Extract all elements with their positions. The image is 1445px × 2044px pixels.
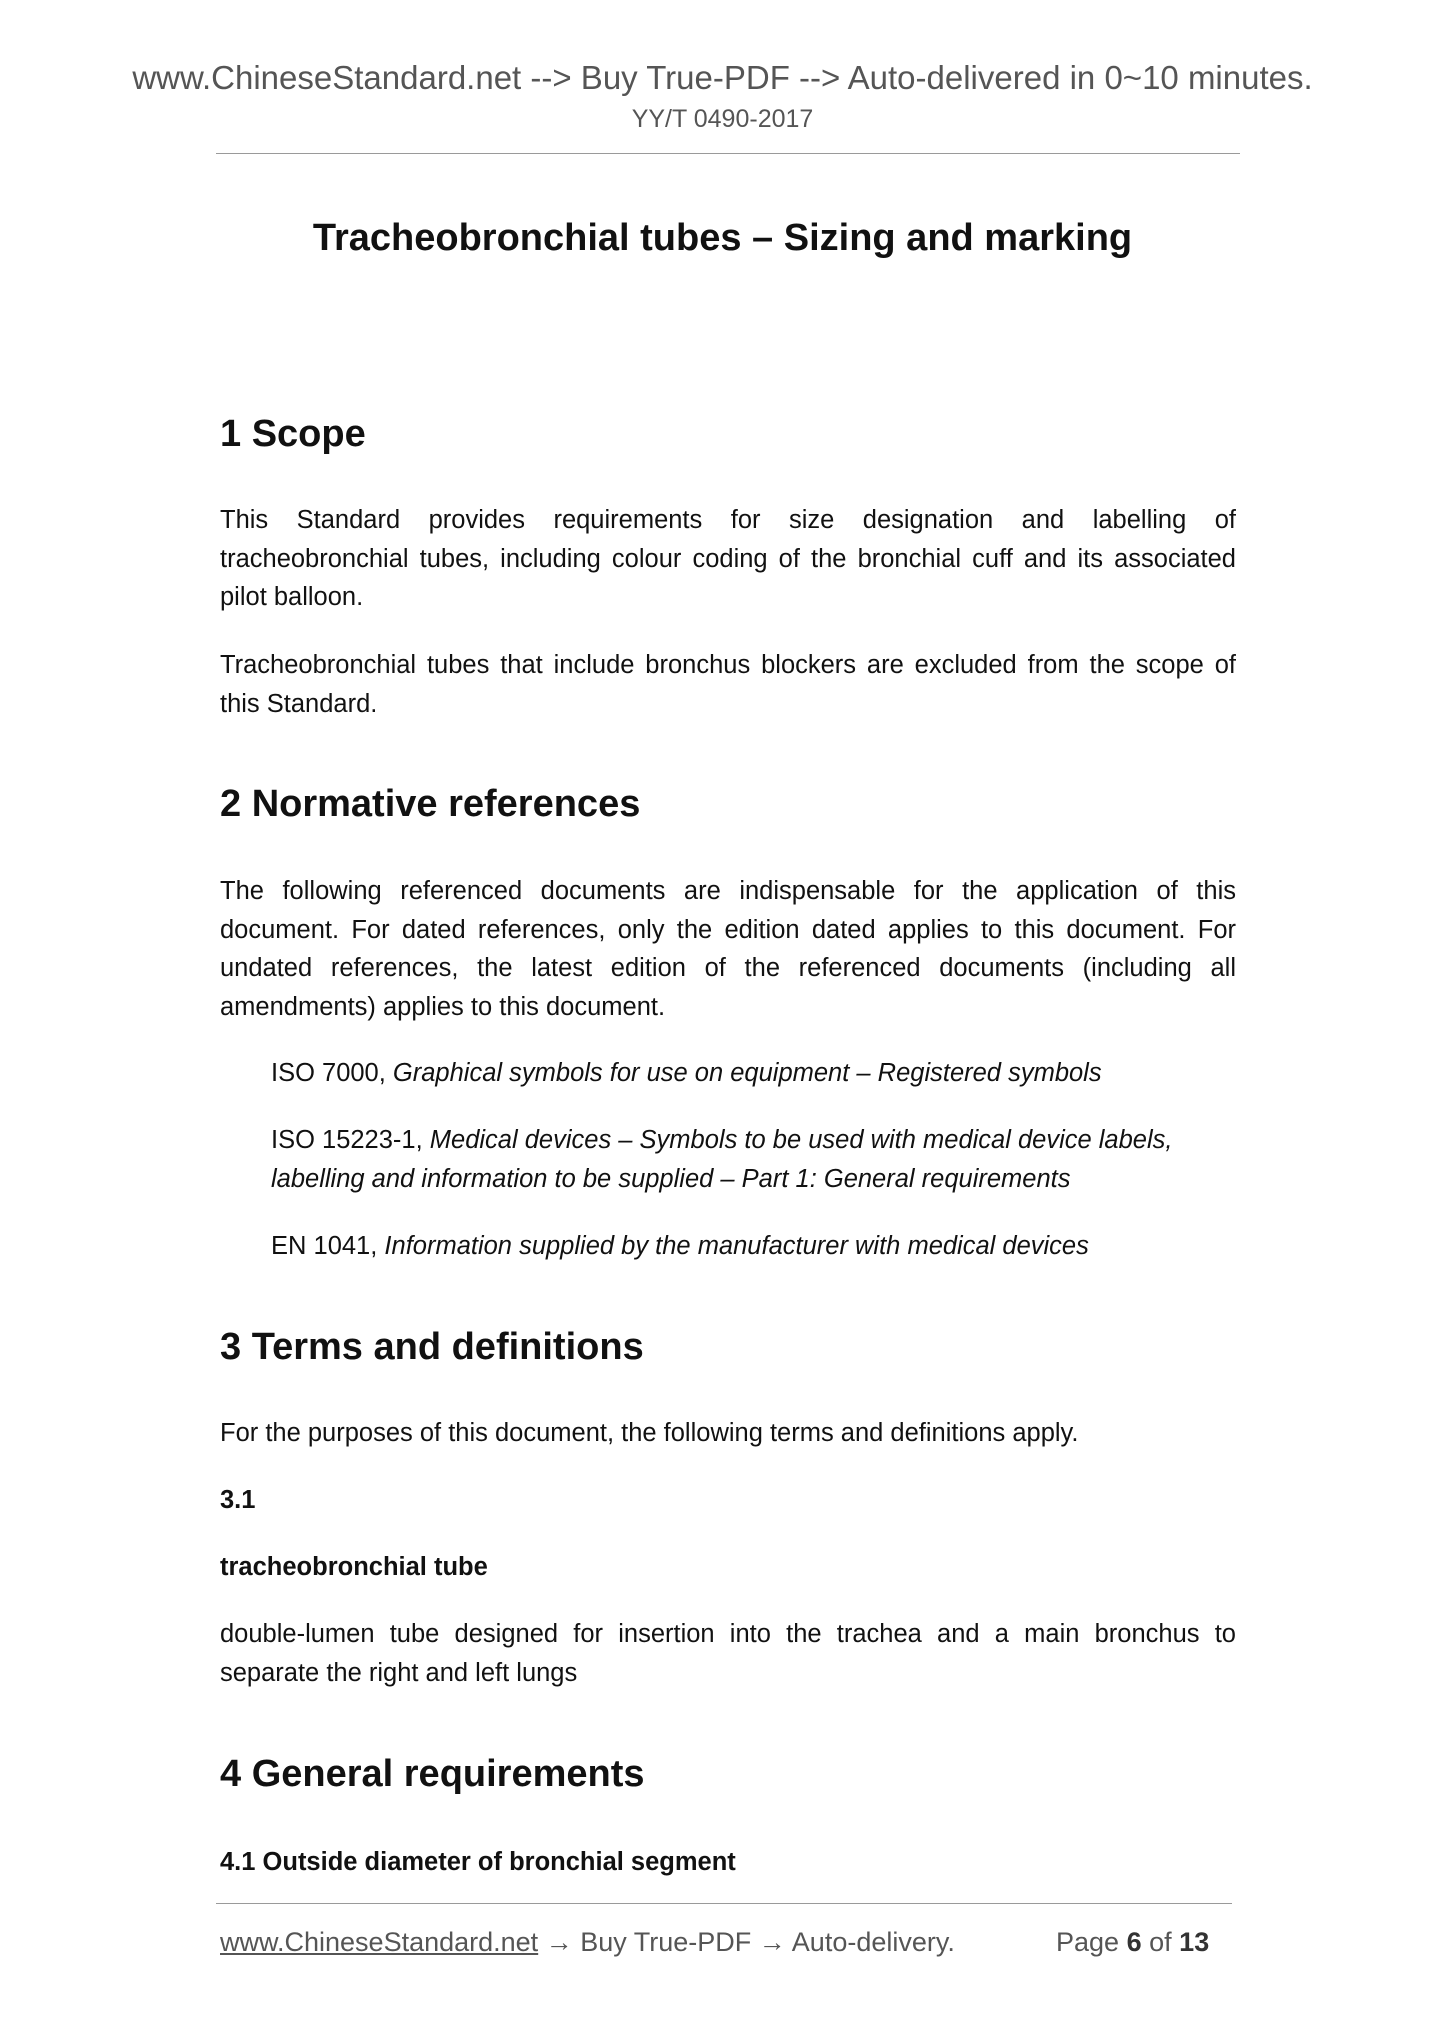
reference-item	[271, 1121, 1236, 1198]
scope-paragraph-1: This Standard provides requirements for size designation and labelling of tracheobronchial tubes, including colour coding of the bronchial cuff and its associated pilot balloon.	[220, 506, 1236, 611]
reference-title: Medical devices – Symbols to be used with medical device labels, labelling and information to be supplied – Part 1: General requirements	[271, 1126, 1173, 1193]
section-heading-general-requirements: 4 General requirements	[220, 1753, 645, 1795]
standard-code: YY/T 0490-2017	[631, 105, 814, 133]
footer-links	[220, 1925, 955, 1959]
normative-paragraph: The following referenced documents are indispensable for the application of this document. For dated references, only the edition dated applies to this document. For undated references, the latest edition of the referenced documents (including all amendments) applies to this document.	[220, 877, 1236, 1021]
terms-paragraph: For the purposes of this document, the following terms and definitions apply.	[220, 1419, 1079, 1447]
footer-site-link[interactable]: www.ChineseStandard.net	[220, 1927, 539, 1957]
footer-buy-text: Buy True-PDF	[580, 1927, 752, 1957]
reference-code: ISO 15223-1,	[271, 1126, 423, 1154]
of-label: of	[1149, 1927, 1172, 1957]
term-name: tracheobronchial tube	[220, 1553, 488, 1581]
reference-code: EN 1041,	[271, 1232, 378, 1260]
section-heading-terms: 3 Terms and definitions	[220, 1326, 644, 1368]
section-heading-normative-references: 2 Normative references	[220, 783, 641, 825]
term-definition: double-lumen tube designed for insertion into the trachea and a main bronchus to separate the right and left lungs	[220, 1620, 1236, 1687]
site-banner: www.ChineseStandard.net --> Buy True-PDF --> Auto-delivered in 0~10 minutes.	[132, 59, 1313, 96]
footer-delivery-text: Auto-delivery.	[791, 1927, 955, 1957]
reference-item	[271, 1227, 1236, 1266]
subsection-heading: 4.1 Outside diameter of bronchial segment	[220, 1848, 736, 1876]
header-divider	[216, 153, 1240, 154]
reference-title: Graphical symbols for use on equipment – Registered symbols	[392, 1059, 1102, 1087]
footer-divider	[216, 1903, 1232, 1904]
page-label: Page	[1056, 1927, 1120, 1957]
document-title: Tracheobronchial tubes – Sizing and marking	[312, 217, 1133, 259]
reference-code: ISO 7000,	[271, 1059, 386, 1087]
arrow-right-icon: →	[758, 1927, 786, 1957]
section-heading-scope: 1 Scope	[220, 413, 366, 455]
term-number: 3.1	[220, 1486, 256, 1514]
page-number: 6	[1126, 1927, 1142, 1957]
page-indicator	[1056, 1925, 1209, 1959]
scope-paragraph-2: Tracheobronchial tubes that include bronchus blockers are excluded from the scope of this Standard.	[220, 651, 1236, 718]
reference-title: Information supplied by the manufacturer with medical devices	[384, 1232, 1089, 1260]
page-total: 13	[1179, 1927, 1210, 1957]
reference-item	[271, 1054, 1236, 1093]
arrow-right-icon: →	[545, 1927, 573, 1957]
